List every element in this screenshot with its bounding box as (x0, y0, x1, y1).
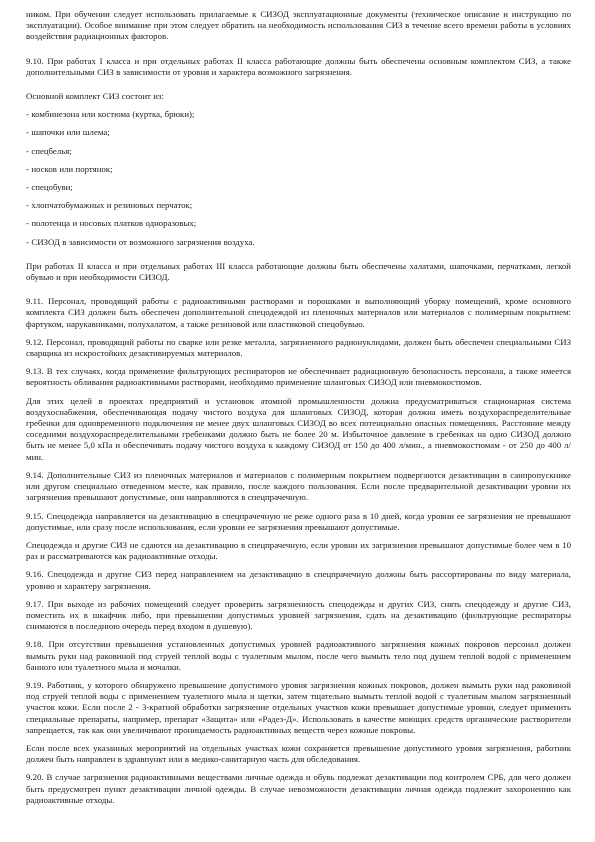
paragraph-air-supply: Для этих целей в проектах предприятий и установок атомной промышленности должна предусматриваться стационарная система воздухоснабжения, обеспечивающая подачу чистого воздуха для шланговых СИЗОД, которая должна иметь воздухораспределительные гребенки для одновременного подключения не менее двух шланговых СИЗОД во всех потенциально опасных помещениях. Расстояние между соседними воздухораспределительными гребенками должно быть не более 20 м. Избыточное давление в гребенках на одно СИЗОД должно быть не менее 5,0 кПа и обеспечивать подачу чистого воздуха к каждому СИЗОД от 150 до 400 л/мин., а пневмокостюмам - от 250 до 400 л/мин. (26, 395, 571, 462)
list-item: - спецбелья; (26, 145, 72, 156)
list-item: - комбинезона или костюма (куртка, брюки); (26, 109, 195, 120)
paragraph-9-16: 9.16. Спецодежда и другие СИЗ перед направлением на дезактивацию в спецпрачечную должны быть рассортированы по виду материала, уровню и характеру загрязнения. (26, 569, 571, 591)
list-item: - шапочки или шлема; (26, 127, 110, 138)
paragraph-9-20: 9.20. В случае загрязнения радиоактивными веществами личные одежда и обувь подлежат дезактивации под контролем СРБ, для чего должен быть предусмотрен пункт дезактивации личной одежды. В случае невозможности дезактивации личная одежда подлежит захоронению как радиоактивные отходы. (26, 772, 571, 805)
paragraph-9-18: 9.18. При отсутствии превышения установленных допустимых уровней радиоактивного загрязнения кожных покровов персонал должен вымыть руки над раковиной под струей теплой воды с туалетным мылом, после чего вымыть тело под душем теплой водой с применением банного или туалетного мыла и мочалки. (26, 639, 571, 672)
paragraph-class-ii: При работах II класса и при отдельных работах III класса работающие должны быть обеспечены халатами, шапочками, перчатками, легкой обувью и при необходимости СИЗОД. (26, 260, 571, 283)
paragraph-intro: ником. При обучении следует использовать прилагаемые к СИЗОД эксплуатационные документы (техническое описание и инструкцию по эксплуатации). Особое внимание при этом следует обратить на необходимость использования СИЗ в течение всего времени работы в условиях воздействия радиационных факторов. (26, 9, 571, 42)
paragraph-9-14: 9.14. Дополнительные СИЗ из пленочных материалов и материалов с полимерным покрытием подвергаются дезактивации в санпропускнике или другом специально отведенном месте, как правило, после каждого пользования. Если после предварительной дезактивации уровни их загрязнения превышают допустимые, они направляются в спецпрачечную. (26, 469, 571, 503)
paragraph-9-13: 9.13. В тех случаях, когда применение фильтрующих респираторов не обеспечивает радиационную безопасность персонала, а также имеется вероятность обливания радиоактивными растворами, необходимо применение шланговых СИЗОД или пневмокостюмов. (26, 366, 571, 388)
kit-list (26, 109, 571, 248)
list-item: - хлопчатобумажных и резиновых перчаток; (26, 200, 193, 211)
paragraph-medical: Если после всех указанных мероприятий на отдельных участках кожи сохраняется превышение допустимого уровня загрязнения, работник должен быть направлен в здравпункт или в медико-санитарную часть для обследования. (26, 742, 571, 765)
kit-heading: Основной комплект СИЗ состоит из: (26, 91, 164, 102)
paragraph-9-11: 9.11. Персонал, проводящий работы с радиоактивными растворами и порошками и выполняющий уборку помещений, кроме основного комплекта СИЗ должен быть обеспечен дополнительной спецодеждой из пленочных материалов или материалов с полимерным покрытием: фартуком, нарукавниками, полухалатом, а также резиновой или пластиковой спецобувью. (26, 296, 571, 329)
paragraph-9-15: 9.15. Спецодежда направляется на дезактивацию в спецпрачечную не реже одного раза в 10 дней, когда уровни ее загрязнения не превышают допустимые, или сразу после использования, если уровни ее загрязнения превышают допустимые. (26, 510, 571, 532)
list-item: - носков или портянок; (26, 163, 113, 174)
paragraph-9-10: 9.10. При работах I класса и при отдельных работах II класса работающие должны быть обеспечены основным комплектом СИЗ, а также дополнительными СИЗ в зависимости от уровня и характера возможного загрязнения. (26, 55, 571, 77)
paragraph-waste: Спецодежда и другие СИЗ не сдаются на дезактивацию в спецпрачечную, если уровни их загрязнения превышают допустимые более чем в 10 раз и рассматриваются как радиоактивные отходы. (26, 539, 571, 562)
list-item: - спецобуви; (26, 182, 73, 193)
paragraph-9-19: 9.19. Работник, у которого обнаружено превышение допустимого уровня загрязнения кожных покровов, должен вымыть руки над раковиной под струей теплой воды с применением туалетного мыла и щетки, затем тщательно вымыть теплой водой с туалетным мылом загрязненный участок кожи. Если после 2 - 3-кратной обработки загрязнение отдельных участков кожи превышает допустимые уровни, следует применить специальные препараты, например, препарат «Защита» или «Радез-Д». Использовать в качестве моющих средств органические растворители запрещается, так как они увеличивают проницаемость радиоактивных веществ через кожные покровы. (26, 679, 571, 735)
list-item: - СИЗОД в зависимости от возможного загрязнения воздуха. (26, 236, 255, 247)
paragraph-9-12: 9.12. Персонал, проводящий работы по сварке или резке металла, загрязненного радионуклидами, должен быть обеспечен специальными СИЗ сварщика из искростойких дезактивируемых материалов. (26, 336, 571, 359)
paragraph-9-17: 9.17. При выходе из рабочих помещений следует проверить загрязненность спецодежды и других СИЗ, снять спецодежду и другие СИЗ, поместить их в шкафчик либо, при превышении допустимых уровней загрязнения, сдать на дезактивацию (фильтрующие респираторы снимаются в последнюю очередь перед входом в душевую). (26, 598, 571, 632)
list-item: - полотенца и носовых платков одноразовых; (26, 218, 197, 229)
